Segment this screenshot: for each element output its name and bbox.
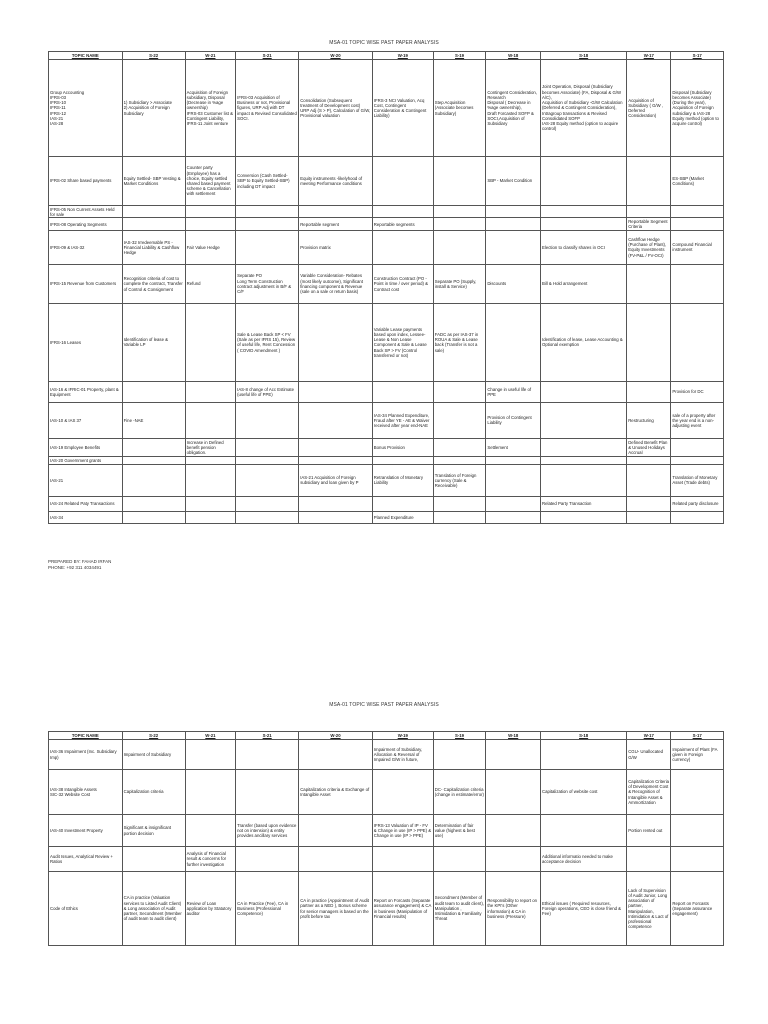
session-header-s-21 [236, 732, 299, 740]
topic-name-header [49, 732, 123, 740]
page1-title: MSA-01 TOPIC WISE PAST PAPER ANALYSIS [329, 40, 439, 46]
topic-cell: IAS-19 Employee Benefits [49, 438, 123, 456]
table-cell [122, 438, 185, 456]
table-cell [122, 847, 185, 872]
table-cell: Increase in Defined benefit pension obligation. [185, 438, 235, 456]
table-cell: Variable Consideration- Rebates (most likely outcome), Significant financing component & Revenue (sale on a sale or return basis) [299, 264, 373, 303]
table-cell [185, 511, 235, 523]
table-cell [185, 206, 235, 218]
table-cell [122, 381, 185, 402]
session-header-w-17 [627, 52, 671, 60]
table-cell [541, 464, 627, 496]
table-row [49, 464, 724, 496]
header-label: S-19 [455, 732, 465, 738]
table-cell [541, 511, 627, 523]
table-cell: Equity Settled- SBP Vesting & Market Conditions [122, 157, 185, 206]
table-cell [185, 303, 235, 381]
table-cell: Determination of fair value (highest & best use) [433, 815, 486, 847]
table-cell [627, 847, 671, 872]
topic-cell: IAS-34 [49, 511, 123, 523]
table-row [49, 206, 724, 218]
session-header-s-22 [122, 52, 185, 60]
table-cell [236, 438, 299, 456]
table-cell: Restructuring [627, 402, 671, 438]
header-label: S-21 [262, 732, 272, 738]
topic-cell: IAS-20 Government grants [49, 456, 123, 464]
table-cell: Analysis of Financial result & concerns for further investigation [185, 847, 235, 872]
table-cell [236, 740, 299, 770]
header-label: W-19 [397, 732, 408, 738]
header-row [49, 52, 724, 60]
table-cell: IFRS-3 NCI Valuation, Acq Cost, Contingent Consideration & Contingent Liability) [372, 60, 433, 157]
header-label: W-21 [205, 52, 216, 58]
topic-cell: IAS-40 Investment Property [49, 815, 123, 847]
table-cell [372, 496, 433, 511]
topic-cell: Group Accounting IFRS-03 IFRS-10 IFRS-11 IFRS-12 IAS-21 IAS-28 [49, 60, 123, 157]
table-cell: CA in practice (Valuation services to Listed Audit Client) & Long association of Audit partner, Secondment (Member of audit team to audit client) [122, 872, 185, 946]
table-cell: Fine -NAE [122, 402, 185, 438]
table-cell [671, 438, 724, 456]
table-cell [433, 381, 486, 402]
table-row [49, 511, 724, 523]
table-cell: IFRS-13 Valuation of IP - FV & Change in use (IP > PPE) & Change in use (IP > PPE) [372, 815, 433, 847]
table-cell: Capitalization criteria [122, 770, 185, 815]
topic-cell: IFRS-16 Leases [49, 303, 123, 381]
table-cell [236, 218, 299, 230]
header-label: W-18 [508, 52, 519, 58]
session-header-s-17 [671, 52, 724, 60]
header-label: W-20 [330, 732, 341, 738]
table-cell: Refund [185, 264, 235, 303]
topic-cell: IFRS-09 & IAS-32 [49, 230, 123, 264]
table-cell [486, 218, 541, 230]
table-cell: ES-SBP (Market Conditions) [671, 157, 724, 206]
table-cell [671, 847, 724, 872]
table-cell [236, 230, 299, 264]
table-cell: Report on Forcasts (Separate assurance engagement) [671, 872, 724, 946]
topic-cell: IFRS-15 Revenue from Customers [49, 264, 123, 303]
analysis-table-page2 [48, 731, 724, 946]
header-label: W-21 [205, 732, 216, 738]
table-cell [299, 381, 373, 402]
table-cell [122, 511, 185, 523]
table-cell: Report on Forcasts (Separate assurance engagement) & CA in business (Manipulation of Financial results) [372, 872, 433, 946]
table-cell [433, 157, 486, 206]
session-header-w-21 [185, 52, 235, 60]
table-cell [486, 815, 541, 847]
table-cell [236, 206, 299, 218]
table-cell: Cashflow Hedge (Purchase of Plant), Equity Investments (FV-P&L / FV-OCI) [627, 230, 671, 264]
topic-cell: IAS-24 Related Paty Transactions [49, 496, 123, 511]
table-cell: Reportable Segment Criteria [627, 218, 671, 230]
table-cell: Separate PO Long Term Construction contract adjustment in B/F & C/F [236, 264, 299, 303]
session-header-s-18 [541, 52, 627, 60]
header-label: W-20 [330, 52, 341, 58]
table-cell [185, 815, 235, 847]
table-cell [433, 402, 486, 438]
table-cell: Responsibility to report on the KPI's (Other information) & CA in business (Pressure) [486, 872, 541, 946]
table-cell [299, 740, 373, 770]
header-label: W-17 [643, 52, 654, 58]
topic-cell: IFRS-08 Operating Segments [49, 218, 123, 230]
table-cell: Impairment of Plant (FA given in Foreign currency) [671, 740, 724, 770]
topic-cell: Code of Ethics [49, 872, 123, 946]
table-row [49, 438, 724, 456]
table-cell [671, 815, 724, 847]
table-row [49, 218, 724, 230]
table-cell [433, 847, 486, 872]
header-label: S-19 [455, 52, 465, 58]
table-cell [122, 456, 185, 464]
table-cell [486, 511, 541, 523]
table-cell [486, 456, 541, 464]
table-cell: CA in Practice (Fee), CA in Business (Professional Competence) [236, 872, 299, 946]
table-cell [299, 303, 373, 381]
table-cell: SBP - Market Condition [486, 157, 541, 206]
table-cell: Recognition criteria of cost to complete the contract, Transfer of Control & Consignment [122, 264, 185, 303]
table-cell [627, 496, 671, 511]
table-cell: Retranslation of Monetary Liability [372, 464, 433, 496]
table-cell [541, 438, 627, 456]
table-cell [185, 496, 235, 511]
table-cell [185, 740, 235, 770]
session-header-s-21 [236, 52, 299, 60]
table-cell: Defined Benefit Plan & Unused Holidays Accrual [627, 438, 671, 456]
table-cell [486, 464, 541, 496]
table-cell: Settlement [486, 438, 541, 456]
table-cell: Bonus Provision [372, 438, 433, 456]
table-cell [236, 511, 299, 523]
topic-cell: Audit Issues, Analytical Review + Ratios [49, 847, 123, 872]
table-cell [122, 206, 185, 218]
table-cell: Capitalization Criteria of Development Cost & Recognition of Intangible Asset & Ammortization [627, 770, 671, 815]
table-cell [671, 218, 724, 230]
table-row [49, 847, 724, 872]
table-cell: Acquisition of Subsidiary ( G/W , Deferred Consideration) [627, 60, 671, 157]
table-cell [372, 456, 433, 464]
table-cell [299, 496, 373, 511]
table-cell: Reportable segments [372, 218, 433, 230]
header-label: S-22 [149, 52, 159, 58]
table-cell: DC- Capitalization criteria (change in estimate/error) [433, 770, 486, 815]
table-cell: Construction Contract (PO - Point in time / over period) & Contract cost [372, 264, 433, 303]
session-header-s-18 [541, 732, 627, 740]
table-cell [299, 815, 373, 847]
table-cell [486, 740, 541, 770]
table-cell [541, 815, 627, 847]
table-cell [541, 206, 627, 218]
header-label: W-17 [643, 732, 654, 738]
phone: PHONE: +92 311 4034491 [48, 565, 102, 571]
table-cell [433, 230, 486, 264]
table-cell [122, 464, 185, 496]
table-cell: Provision of Contingent Liability [486, 402, 541, 438]
topic-cell: IAS-10 & IAS 37 [49, 402, 123, 438]
table-cell [236, 402, 299, 438]
table-cell: Counter party (Employee) has a choice, Equity settled shared based payment scheme & Cancellation with settlement [185, 157, 235, 206]
header-label: S-22 [149, 732, 159, 738]
table-cell [541, 740, 627, 770]
table-cell [299, 511, 373, 523]
table-cell [671, 206, 724, 218]
table-cell [541, 381, 627, 402]
table-row [49, 60, 724, 157]
table-cell [486, 206, 541, 218]
header-row [49, 732, 724, 740]
table-cell [627, 464, 671, 496]
topic-cell: IAS-38 Intangible Assets SIC-32 Website Cost [49, 770, 123, 815]
table-cell [671, 264, 724, 303]
table-cell: Provision matrix [299, 230, 373, 264]
table-cell [486, 496, 541, 511]
prepared-by-block [48, 559, 111, 571]
table-row [49, 402, 724, 438]
table-cell [541, 402, 627, 438]
session-header-s-22 [122, 732, 185, 740]
topic-cell: IAS-21 [49, 464, 123, 496]
table-row [49, 456, 724, 464]
session-header-s-19 [433, 732, 486, 740]
header-label: S-18 [579, 732, 589, 738]
table-cell: Identification of lease, Lease Accounting & Optional exemption [541, 303, 627, 381]
session-header-w-21 [185, 732, 235, 740]
table-cell [541, 456, 627, 464]
table-row [49, 157, 724, 206]
header-label: W-19 [397, 52, 408, 58]
table-cell: Transfer (based upon evidence not on intension) & entity provides ancillary services [236, 815, 299, 847]
table-cell: Portion rented out [627, 815, 671, 847]
table-cell [185, 402, 235, 438]
table-cell: IAS-21 Acquisition of Foreign subsidiary and loan given by P [299, 464, 373, 496]
table-cell: Additional informatio needed to make acceptance decision [541, 847, 627, 872]
table-row [49, 230, 724, 264]
table-cell [185, 218, 235, 230]
table-cell [671, 511, 724, 523]
table-cell [372, 206, 433, 218]
table-cell [236, 456, 299, 464]
table-cell: Equity instruments -likelyhood of meeting Performance conditions [299, 157, 373, 206]
table-row [49, 303, 724, 381]
page2-title: MSA-01 TOPIC WISE PAST PAPER ANALYSIS [329, 702, 439, 708]
table-cell [433, 456, 486, 464]
table-cell: Contingent Consideration, Research Disposal ( Decrease in %age ownership), Draft Forcasted SOFP & SOCI,Acquisition of Subsidiary [486, 60, 541, 157]
header-label: S-18 [579, 52, 589, 58]
topic-cell: IAS-36 Impairment (Inc. Subsidiary Imp) [49, 740, 123, 770]
table-row [49, 496, 724, 511]
topic-cell: IAS-16 & IFRIC-01 Property, plant & Equipment [49, 381, 123, 402]
table-cell: Planned Expenditure [372, 511, 433, 523]
table-cell: IFRS-03 Acquisition of Business or not, Provisional figures, URP Adj with DT impact & Revised Consolidated SOCI. [236, 60, 299, 157]
session-header-w-19 [372, 732, 433, 740]
table-cell: Related party disclosure [671, 496, 724, 511]
table-cell [627, 381, 671, 402]
header-label: S-17 [692, 732, 702, 738]
table-cell [299, 438, 373, 456]
table-cell [627, 456, 671, 464]
table-cell: Translation of Monetary Asset (Trade debts) [671, 464, 724, 496]
table-cell [433, 496, 486, 511]
table-cell [486, 770, 541, 815]
table-cell: CA in practice (Appointment of Audit partner as a NED ), Bonus scheme for senior managers is based on the profit before tax [299, 872, 373, 946]
table-cell [122, 496, 185, 511]
table-cell: Reportable segment [299, 218, 373, 230]
table-row [49, 381, 724, 402]
table-cell: IAS-34 Planned Expenditure, Fraud after YE - AE & Waiver received after year end-NAE [372, 402, 433, 438]
header-label: S-17 [692, 52, 702, 58]
table-cell [433, 206, 486, 218]
table-cell: Disposal (Subsidiary becomes Associate) (During the year), Acquisition of Foreign subsidiary & IAS-28 Equity method (option to acquire control) [671, 60, 724, 157]
topic-cell: IFRS-05 Non Current Assets Held for sale [49, 206, 123, 218]
table-cell [627, 511, 671, 523]
session-header-w-17 [627, 732, 671, 740]
table-cell [486, 303, 541, 381]
table-cell [185, 770, 235, 815]
table-cell: Separate PO (Supply, install & Service) [433, 264, 486, 303]
analysis-table-page1 [48, 51, 724, 524]
header-label: TOPIC NAME [71, 52, 99, 58]
table-cell [627, 157, 671, 206]
table-cell [299, 402, 373, 438]
table-cell: Consolidation (Subsequent treatment of Development cost) URP Adj (S > P), Calculation of G/W, Provisional valuation [299, 60, 373, 157]
session-header-w-20 [299, 52, 373, 60]
table-cell: Variable Lease payments based upon index, Lessee- Lease & Non Lease Component & Sale & Lease Back SP > FV (Control transferred or not) [372, 303, 433, 381]
table-cell: Discounts [486, 264, 541, 303]
table-row [49, 770, 724, 815]
table-cell: Conversion (Cash Settled- SBP to Equity Settled-SBP) including DT impact [236, 157, 299, 206]
table-cell [486, 847, 541, 872]
table-cell [541, 157, 627, 206]
table-cell [299, 456, 373, 464]
session-header-s-19 [433, 52, 486, 60]
table-cell: Bill & Hold arrangement [541, 264, 627, 303]
table-cell [185, 456, 235, 464]
table-cell [433, 740, 486, 770]
table-cell [627, 303, 671, 381]
table-cell [236, 464, 299, 496]
session-header-s-17 [671, 732, 724, 740]
table-cell [627, 264, 671, 303]
table-cell: FADC as per IAS-37 in ROUA & Sale & Lease back (Transfer is not a sale) [433, 303, 486, 381]
table-cell [372, 381, 433, 402]
topic-cell: IFRS-02 Share based payments [49, 157, 123, 206]
table-cell: Impairment of Subsidiary [122, 740, 185, 770]
table-cell: Change in useful life of PPE [486, 381, 541, 402]
table-cell [671, 456, 724, 464]
table-cell [372, 157, 433, 206]
table-cell: Ethical issues ( Required resources, Foreign operations, CEO is close friend & Fee) [541, 872, 627, 946]
table-cell [299, 206, 373, 218]
table-cell: Fair Value Hedge [185, 230, 235, 264]
header-label: TOPIC NAME [71, 732, 99, 738]
table-cell [236, 847, 299, 872]
table-cell [185, 464, 235, 496]
session-header-w-20 [299, 732, 373, 740]
table-cell: Secondment (Member of audit team to audit client), Manipulation , Intimidation & Familiarity Threat [433, 872, 486, 946]
table-cell: Joint Operation, Disposal (Subsidiary becomes Associate) (FA, Disposal & G/W A/C), Acquisition of Subsidiary -G/W Calculation (Deferred & Contingent Consideration), Intragroup transactions & Revised Consolidated SOFP IAS-28 Equity method (option to acquire control) [541, 60, 627, 157]
table-cell [236, 770, 299, 815]
table-cell: Significant & insignificant portion decision [122, 815, 185, 847]
table-cell [372, 230, 433, 264]
header-label: S-21 [262, 52, 272, 58]
table-row [49, 815, 724, 847]
table-cell [627, 206, 671, 218]
table-cell: Step Acquisition (Associate becomes Subsidiary) [433, 60, 486, 157]
table-cell [671, 303, 724, 381]
table-cell: Acquisition of Foreign subsidiary, Disposal (Decrease in %age ownership) IFRS-03 Customer list & Contingent Liability, IFRS-11 Joint venture [185, 60, 235, 157]
table-cell: IAS-32 Irredeemable PS - Financial Liability & Cashflow Hedge [122, 230, 185, 264]
table-row [49, 740, 724, 770]
table-cell [299, 847, 373, 872]
table-cell: Review of Loan application by Statutory auditor [185, 872, 235, 946]
table-cell [433, 511, 486, 523]
table-cell: Compound Financial instrument [671, 230, 724, 264]
table-cell [372, 847, 433, 872]
table-cell: CGU- Unallocated G/W [627, 740, 671, 770]
session-header-w-18 [486, 52, 541, 60]
table-cell [236, 496, 299, 511]
table-cell: Sale & Lease Back SP < FV (Sale as per IFRS 15), Review of useful life, Rent Concession ( COVID Amendment ) [236, 303, 299, 381]
table-cell [372, 770, 433, 815]
table-cell: Identification of lease & Variable LP [122, 303, 185, 381]
table-cell: Translation of Foreign currency (Sale & Receivable) [433, 464, 486, 496]
table-cell: Capitalization of website cost [541, 770, 627, 815]
table-cell: Capitalization criteria & Exchange of Intangible Asset [299, 770, 373, 815]
table-cell [122, 218, 185, 230]
table-row [49, 264, 724, 303]
topic-name-header [49, 52, 123, 60]
table-cell [671, 770, 724, 815]
table-cell [433, 438, 486, 456]
table-cell: Impairment of Subsidiary, Allocation & Reversal of Impaired G/W in future, [372, 740, 433, 770]
table-cell: Election to classify shares in OCI [541, 230, 627, 264]
table-cell: 1) Subsidiary > Associate 2) Acquisition of Foreign Subsidiary [122, 60, 185, 157]
table-cell: IAS-8 change of Acc Estimate (useful life of PPE) [236, 381, 299, 402]
table-cell [541, 218, 627, 230]
table-cell [486, 230, 541, 264]
table-cell [185, 381, 235, 402]
table-row [49, 872, 724, 946]
table-cell: Provision for DC [671, 381, 724, 402]
prepared-by: PREPARED BY: FAHAD IRFAN [48, 559, 112, 564]
table-cell: Lack of Supervision of Audit Junior, Long association of partner, Manipulation, Intimidation & Lact of professional competence [627, 872, 671, 946]
table-cell: sale of a property after the year end is a non-adjusting event [671, 402, 724, 438]
table-cell [433, 218, 486, 230]
table-cell: Related Party Transaction [541, 496, 627, 511]
header-label: W-18 [508, 732, 519, 738]
session-header-w-19 [372, 52, 433, 60]
session-header-w-18 [486, 732, 541, 740]
